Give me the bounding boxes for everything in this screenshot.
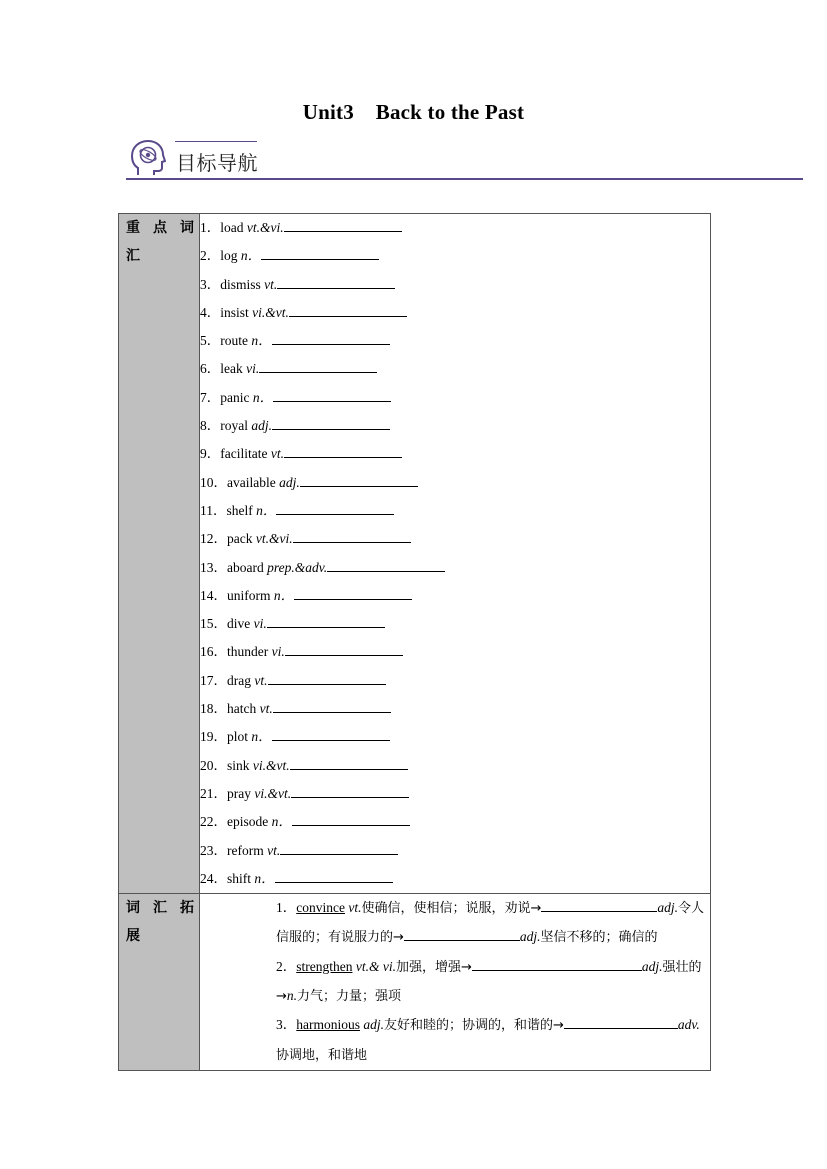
answer-blank[interactable] — [272, 412, 390, 430]
header-deco-line — [175, 141, 257, 142]
part-of-speech: vi.&vt. — [252, 304, 289, 320]
vocab-item — [200, 667, 710, 695]
vocab-section-label — [119, 214, 200, 894]
meaning: 令人信服的；有说服力的→ — [276, 901, 705, 946]
word: available — [227, 474, 280, 490]
vocab-item — [200, 723, 710, 751]
part-of-speech: n． — [271, 814, 292, 830]
vocab-item — [200, 752, 710, 780]
answer-blank[interactable] — [261, 242, 379, 260]
word: log — [220, 248, 241, 264]
vocab-item — [200, 440, 710, 468]
part-of-speech: adj. — [279, 474, 300, 490]
vocab-item — [200, 865, 710, 893]
vocab-item — [200, 242, 710, 270]
word: sink — [227, 757, 253, 773]
item-number: 21． — [200, 785, 227, 801]
answer-blank[interactable] — [291, 780, 409, 798]
label-line: 汇 — [126, 248, 140, 264]
item-number: 9． — [200, 446, 221, 462]
item-number: 24． — [200, 870, 227, 886]
part-of-speech: n． — [256, 502, 277, 518]
meaning: 使确信，使相信；说服，劝说→ — [361, 901, 542, 917]
extension-row — [119, 894, 711, 1071]
answer-blank[interactable] — [541, 894, 657, 912]
vocab-item — [200, 469, 710, 497]
answer-blank[interactable] — [327, 554, 445, 572]
word: dismiss — [220, 276, 265, 292]
vocab-item — [200, 525, 710, 553]
meaning: 力气；力量；强项 — [297, 989, 402, 1005]
word: plot — [227, 729, 252, 745]
answer-blank[interactable] — [294, 582, 412, 600]
word: royal — [220, 418, 252, 434]
part-of-speech: vi.&vt. — [254, 785, 292, 801]
answer-blank[interactable] — [280, 837, 398, 855]
vocab-list — [200, 214, 711, 894]
item-number: 18． — [200, 701, 227, 717]
vocab-item — [200, 808, 710, 836]
part-of-speech: n． — [273, 587, 295, 603]
answer-blank[interactable] — [273, 384, 391, 402]
vocab-item — [200, 327, 710, 355]
section-label: 目标导航 — [176, 151, 258, 175]
label-line: 展 — [126, 928, 140, 945]
answer-blank[interactable] — [273, 695, 391, 713]
part-of-speech: adj. — [519, 929, 541, 945]
vocab-table — [118, 213, 711, 1071]
label-line: 词汇拓 — [126, 900, 194, 917]
part-of-speech: vt. — [270, 446, 284, 462]
answer-blank[interactable] — [259, 355, 377, 373]
vocab-item — [200, 582, 710, 610]
item-number: 17． — [200, 672, 227, 688]
extension-item — [276, 1011, 710, 1070]
brain-head-icon — [130, 139, 166, 179]
part-of-speech: n． — [251, 333, 272, 349]
item-number: 3． — [200, 276, 221, 292]
word: drag — [227, 672, 255, 688]
part-of-speech: prep.&adv. — [267, 559, 328, 575]
part-of-speech: n. — [286, 988, 298, 1004]
word: uniform — [227, 587, 274, 603]
vocab-row — [119, 214, 711, 894]
answer-blank[interactable] — [472, 953, 642, 971]
vocab-item — [200, 610, 710, 638]
part-of-speech: adv. — [677, 1017, 700, 1033]
item-number: 23． — [200, 842, 227, 858]
part-of-speech: vi. — [246, 361, 260, 377]
item-number: 1． — [276, 900, 297, 916]
meaning: 加强，增强→ — [396, 959, 472, 975]
answer-blank[interactable] — [564, 1011, 678, 1029]
item-number: 19． — [200, 729, 227, 745]
vocab-item — [200, 638, 710, 666]
word: thunder — [227, 644, 272, 660]
word: panic — [220, 389, 253, 405]
answer-blank[interactable] — [284, 440, 402, 458]
item-number: 7． — [200, 389, 221, 405]
part-of-speech: n． — [254, 870, 275, 886]
item-number: 5． — [200, 333, 221, 349]
vocab-item — [200, 355, 710, 383]
item-number: 22． — [200, 814, 227, 830]
item-number: 16． — [200, 644, 227, 660]
answer-blank[interactable] — [300, 469, 418, 487]
meaning: 友好和睦的；协调的，和谐的→ — [384, 1018, 564, 1034]
extension-item — [276, 953, 710, 1012]
word: facilitate — [220, 446, 271, 462]
answer-blank[interactable] — [285, 638, 403, 656]
part-of-speech: vt.&vi. — [255, 531, 293, 547]
answer-blank[interactable] — [293, 525, 411, 543]
vocab-item — [200, 412, 710, 440]
word: dive — [227, 616, 254, 632]
part-of-speech: vt. — [264, 276, 278, 292]
part-of-speech: n． — [240, 248, 262, 264]
word: insist — [220, 304, 253, 320]
item-number: 4． — [200, 304, 221, 320]
answer-blank[interactable] — [272, 327, 390, 345]
item-number: 12． — [200, 531, 227, 547]
answer-blank[interactable] — [272, 723, 390, 741]
vocab-item — [200, 554, 710, 582]
word: shift — [227, 870, 255, 886]
word: harmonious — [296, 1017, 360, 1033]
item-number: 11． — [200, 502, 227, 518]
item-number: 15． — [200, 616, 227, 632]
page-title: Unit3 Back to the Past — [302, 100, 525, 124]
item-number: 2． — [276, 958, 297, 974]
part-of-speech: vt. — [344, 900, 362, 916]
word: route — [220, 333, 252, 349]
header-rule — [126, 178, 803, 180]
vocab-item — [200, 695, 710, 723]
part-of-speech: vi. — [271, 644, 285, 660]
part-of-speech: vt. — [259, 701, 273, 717]
part-of-speech: vt. — [254, 672, 268, 688]
word: hatch — [227, 701, 260, 717]
vocab-item — [200, 299, 710, 327]
answer-blank[interactable] — [292, 808, 410, 826]
vocab-item — [200, 214, 710, 242]
word: pray — [227, 785, 255, 801]
part-of-speech: adj. — [657, 900, 679, 916]
vocab-item — [200, 837, 710, 865]
meaning: 坚信不移的；确信的 — [540, 930, 658, 946]
word: episode — [227, 814, 272, 830]
extension-list — [200, 894, 711, 1071]
part-of-speech: vt. — [267, 842, 281, 858]
item-number: 13． — [200, 559, 227, 575]
vocab-item — [200, 497, 710, 525]
part-of-speech: adj. — [251, 418, 273, 434]
word: aboard — [227, 559, 268, 575]
meaning: 协调地，和谐地 — [276, 1047, 368, 1063]
answer-blank[interactable] — [277, 271, 395, 289]
vocab-item — [200, 271, 710, 299]
word: leak — [220, 361, 247, 377]
part-of-speech: vi.&vt. — [252, 757, 290, 773]
part-of-speech: vt.& vi. — [352, 958, 396, 974]
vocab-item — [200, 384, 710, 412]
word: load — [220, 220, 247, 235]
word: convince — [296, 900, 345, 916]
answer-blank[interactable] — [289, 299, 407, 317]
item-number: 20． — [200, 757, 227, 773]
answer-blank[interactable] — [267, 610, 385, 628]
answer-blank[interactable] — [290, 752, 408, 770]
part-of-speech: adj. — [360, 1017, 385, 1033]
item-number: 1． — [200, 220, 221, 235]
vocab-item — [200, 780, 710, 808]
part-of-speech: adj. — [641, 958, 663, 974]
item-number: 2． — [200, 248, 221, 264]
answer-blank[interactable] — [404, 923, 520, 941]
part-of-speech: n． — [252, 389, 274, 405]
word: pack — [227, 531, 256, 547]
meaning: 强壮的→ — [276, 959, 702, 1005]
answer-blank[interactable] — [268, 667, 386, 685]
answer-blank[interactable] — [275, 865, 393, 883]
word: reform — [227, 842, 268, 858]
item-number: 8． — [200, 418, 221, 434]
item-number: 3． — [276, 1017, 297, 1033]
item-number: 14． — [200, 587, 227, 603]
part-of-speech: vi. — [253, 616, 267, 632]
word: strengthen — [296, 958, 353, 974]
part-of-speech: vt.&vi. — [246, 220, 284, 235]
item-number: 10． — [200, 474, 227, 490]
extension-item — [276, 894, 710, 953]
answer-blank[interactable] — [276, 497, 394, 515]
extension-section-label — [119, 894, 200, 1071]
answer-blank[interactable] — [284, 214, 402, 232]
label-line: 重点词 — [126, 220, 194, 236]
item-number: 6． — [200, 361, 221, 377]
word: shelf — [226, 502, 257, 518]
part-of-speech: n． — [251, 729, 272, 745]
section-header — [126, 136, 803, 182]
